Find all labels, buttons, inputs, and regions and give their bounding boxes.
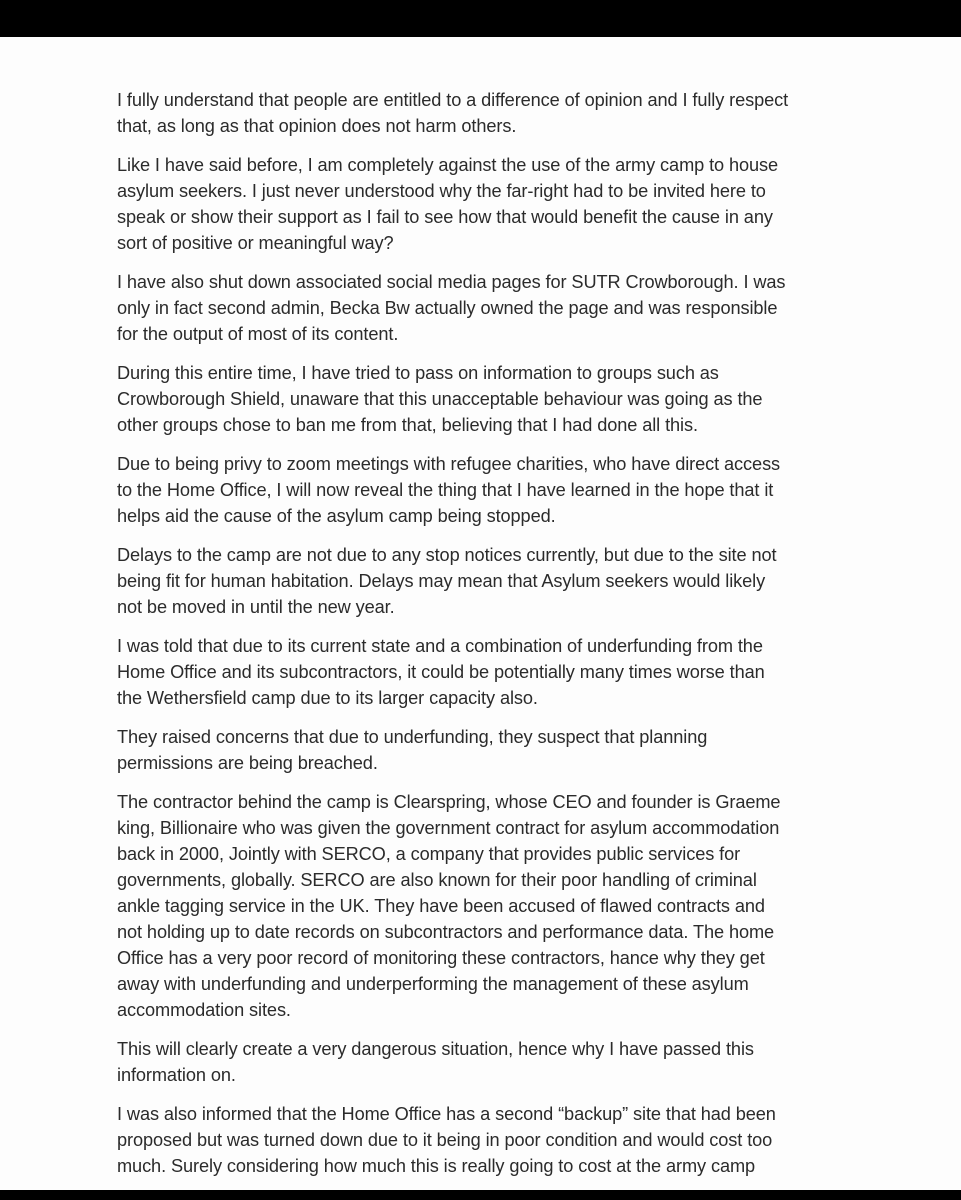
- paragraph-3: I have also shut down associated social media pages for SUTR Crowborough. I was only in fact second admin, Becka Bw actually owned the page and was responsible for the output of most of its content.: [117, 272, 786, 344]
- paragraph-5: Due to being privy to zoom meetings with refugee charities, who have direct access to the Home Office, I will now reveal the thing that I have learned in the hope that it helps aid the cause of the asylum camp being stopped.: [117, 454, 781, 526]
- paragraph-10: This will clearly create a very dangerous situation, hence why I have passed this information on.: [117, 1039, 754, 1085]
- top-black-bar: [0, 0, 961, 37]
- paragraph-11: I was also informed that the Home Office has a second “backup” site that had been proposed but was turned down due to it being in poor condition and would cost too much. Surely considering how much this is really going to cost at the army camp: [117, 1104, 776, 1176]
- paragraph-6: Delays to the camp are not due to any stop notices currently, but due to the site not being fit for human habitation. Delays may mean that Asylum seekers would likely not be moved in until the new year.: [117, 545, 777, 617]
- bottom-black-bar: [0, 1190, 961, 1200]
- paragraph-9: The contractor behind the camp is Clearspring, whose CEO and founder is Graeme king, Billionaire who was given the government contract for asylum accommodation back in 2000, Jointly with SERCO, a company that provides public services for governments, globally. SERCO are also known for their poor handling of criminal ankle tagging service in the UK. They have been accused of flawed contracts and not holding up to date records on subcontractors and performance data. The home Office has a very poor record of monitoring these contractors, hance why they get away with underfunding and underperforming the management of these asylum accommodation sites.: [117, 792, 781, 1020]
- paragraph-8: They raised concerns that due to underfunding, they suspect that planning permissions are being breached.: [117, 727, 708, 773]
- paragraph-4: During this entire time, I have tried to pass on information to groups such as Crowborough Shield, unaware that this unacceptable behaviour was going as the other groups chose to ban me from that, believing that I had done all this.: [117, 363, 763, 435]
- paragraph-2: Like I have said before, I am completely against the use of the army camp to house asylum seekers. I just never understood why the far-right had to be invited here to speak or show their support as I fail to see how that would benefit the cause in any sort of positive or meaningful way?: [117, 155, 779, 253]
- document-page: [0, 37, 961, 1190]
- paragraph-1: I fully understand that people are entitled to a difference of opinion and I fully respect that, as long as that opinion does not harm others.: [117, 90, 789, 136]
- paragraph-7: I was told that due to its current state and a combination of underfunding from the Home Office and its subcontractors, it could be potentially many times worse than the Wethersfield camp due to its larger capacity also.: [117, 636, 765, 708]
- document-body: [117, 87, 847, 1190]
